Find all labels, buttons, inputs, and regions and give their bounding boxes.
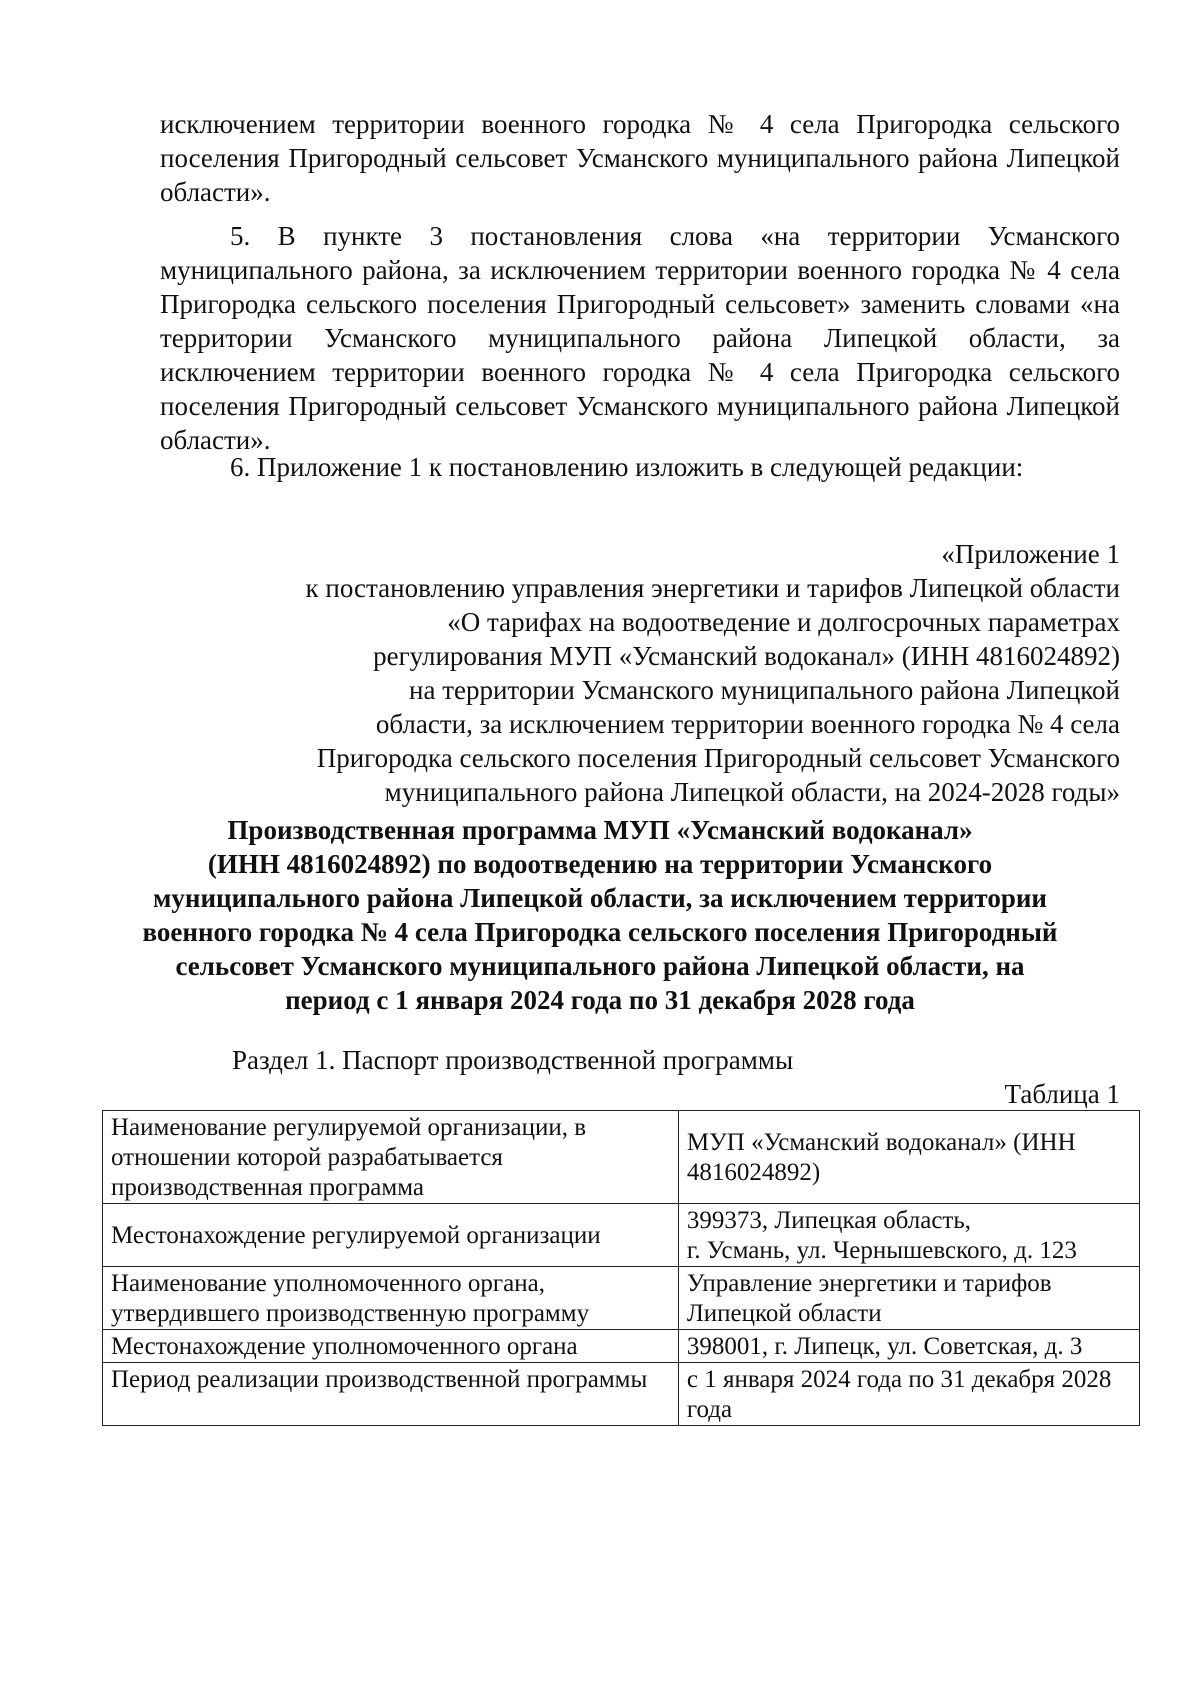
- appendix-line: «Приложение 1: [941, 539, 1120, 569]
- table-cell-key: Период реализации производственной программы: [103, 1363, 679, 1426]
- table-cell-value: 398001, г. Липецк, ул. Советская, д. 3: [678, 1330, 1139, 1363]
- section-title: Раздел 1. Паспорт производственной программы: [232, 1045, 794, 1075]
- table-label: Таблица 1: [1004, 1079, 1120, 1109]
- value-line: 399373, Липецкая область,: [686, 1207, 971, 1234]
- table-cell-key: Наименование регулируемой организации, в отношении которой разрабатывается производственная программа: [103, 1111, 679, 1204]
- table-cell-key: Наименование уполномоченного органа, утвердившего производственную программу: [103, 1267, 679, 1330]
- table-row: [103, 1111, 1140, 1204]
- paragraph-continuation: [160, 107, 1120, 209]
- table-cell-value: МУП «Усманский водоканал» (ИНН 4816024892): [678, 1111, 1139, 1204]
- appendix-header: [220, 537, 1120, 809]
- paragraph-6: [160, 450, 1120, 484]
- title-line: период с 1 января 2024 года по 31 декабря 2028 года: [285, 985, 915, 1015]
- paragraph-text: 6. Приложение 1 к постановлению изложить в следующей редакции:: [230, 452, 1024, 482]
- paragraph-5: [160, 219, 1120, 457]
- table-cell-key: Местонахождение уполномоченного органа: [103, 1330, 679, 1363]
- title-line: военного городка № 4 села Пригородка сельского поселения Пригородный: [142, 917, 1058, 947]
- paragraph-text: 5. В пункте 3 постановления слова «на территории Усманского муниципального района, за исключением территории военного городка № 4 села Пригородка сельского поселения Пригородный сельсовет» заменить словами «на территории Усманского муниципального района Липецкой области, за исключением территории военного городка № 4 села Пригородка сельского поселения Пригородный сельсовет Усманского муниципального района Липецкой области».: [160, 221, 1120, 455]
- appendix-line: муниципального района Липецкой области, на 2024-2028 годы»: [384, 777, 1120, 807]
- table-cell-key: Местонахождение регулируемой организации: [103, 1204, 679, 1267]
- table-row: [103, 1204, 1140, 1267]
- program-title: [120, 813, 1080, 1017]
- table-row: [103, 1267, 1140, 1330]
- appendix-line: на территории Усманского муниципального района Липецкой: [409, 675, 1120, 705]
- table-row: [103, 1363, 1140, 1426]
- value-line: г. Усмань, ул. Чернышевского, д. 123: [686, 1237, 1077, 1264]
- title-line: Производственная программа МУП «Усманский водоканал»: [227, 815, 973, 845]
- appendix-line: регулирования МУП «Усманский водоканал» (ИНН 4816024892): [373, 641, 1120, 671]
- appendix-line: Пригородка сельского поселения Пригородный сельсовет Усманского: [316, 743, 1120, 773]
- paragraph-text: исключением территории военного городка № 4 села Пригородка сельского поселения Пригородный сельсовет Усманского муниципального района Липецкой области».: [160, 109, 1120, 207]
- title-line: муниципального района Липецкой области, за исключением территории: [153, 883, 1047, 913]
- title-line: сельсовет Усманского муниципального района Липецкой области, на: [175, 951, 1025, 981]
- table-cell-value: Управление энергетики и тарифов Липецкой области: [678, 1267, 1139, 1330]
- title-line: (ИНН 4816024892) по водоотведению на территории Усманского: [207, 849, 993, 879]
- appendix-line: к постановлению управления энергетики и тарифов Липецкой области: [305, 573, 1120, 603]
- passport-table: [102, 1110, 1140, 1426]
- appendix-line: области, за исключением территории военного городка № 4 села: [375, 709, 1120, 739]
- table-row: [103, 1330, 1140, 1363]
- appendix-line: «О тарифах на водоотведение и долгосрочных параметрах: [447, 607, 1120, 637]
- table-cell-value: [678, 1204, 1139, 1267]
- table-cell-value: с 1 января 2024 года по 31 декабря 2028 года: [678, 1363, 1139, 1426]
